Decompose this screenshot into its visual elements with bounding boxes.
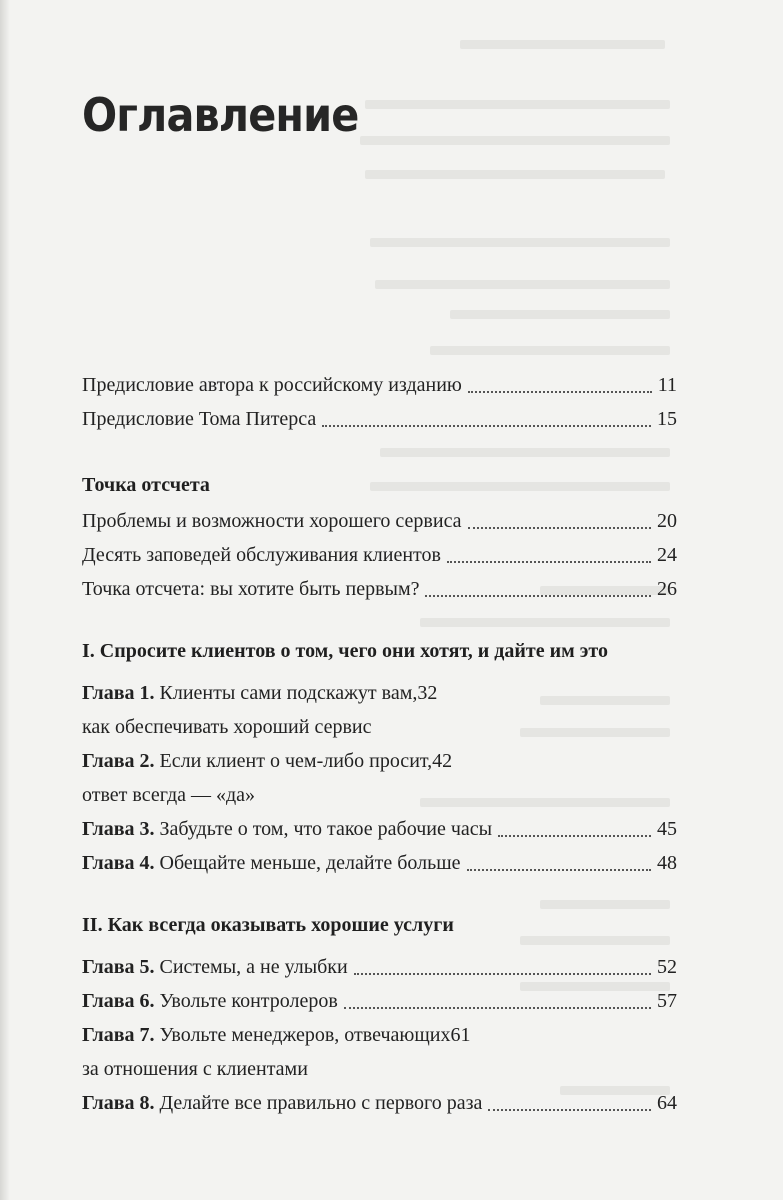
toc-entry[interactable] bbox=[82, 538, 677, 572]
page-number: 20 bbox=[657, 510, 677, 532]
dot-leader bbox=[468, 390, 652, 393]
chapter-number: Глава 6. bbox=[82, 990, 155, 1012]
toc-entry[interactable] bbox=[82, 950, 677, 984]
toc-entry[interactable] bbox=[82, 744, 677, 812]
entry-title bbox=[82, 1086, 482, 1120]
entry-title bbox=[82, 846, 461, 880]
entry-title-text: Проблемы и возможности хорошего сервиса bbox=[82, 510, 462, 532]
toc-entry[interactable] bbox=[82, 1086, 677, 1120]
page-number: 42 bbox=[432, 750, 453, 772]
chapter-number: Глава 8. bbox=[82, 1092, 155, 1114]
page-number: 45 bbox=[657, 818, 677, 840]
toc-entry[interactable] bbox=[82, 572, 677, 606]
entry-title-text: Увольте контролеров bbox=[159, 990, 338, 1012]
entry-title bbox=[82, 504, 462, 538]
page-number: 24 bbox=[657, 544, 677, 566]
toc-entry[interactable] bbox=[82, 846, 677, 880]
page-number: 64 bbox=[657, 1092, 677, 1114]
entry-continuation: ответ всегда — «да» bbox=[82, 784, 256, 806]
toc-entry[interactable] bbox=[82, 1018, 677, 1086]
dot-leader bbox=[467, 868, 652, 871]
section-heading: I. Спросите клиентов о том, чего они хотят, и дайте им это bbox=[82, 640, 608, 662]
section-gap bbox=[82, 606, 677, 634]
dot-leader bbox=[322, 424, 651, 427]
toc-entry[interactable] bbox=[82, 984, 677, 1018]
page-number: 61 bbox=[450, 1024, 471, 1046]
entry-title-text: Десять заповедей обслуживания клиентов bbox=[82, 544, 441, 566]
entry-title bbox=[82, 1018, 450, 1052]
entry-first-line bbox=[82, 1018, 677, 1052]
entry-title-text: Клиенты сами подскажут вам, bbox=[159, 682, 418, 704]
spacer bbox=[82, 668, 677, 676]
entry-title-text: Увольте менеджеров, отвечающих bbox=[159, 1024, 451, 1046]
entry-title-text: Системы, а не улыбки bbox=[159, 956, 348, 978]
entry-title bbox=[82, 812, 492, 846]
entry-title-text: Предисловие автора к российскому изданию bbox=[82, 374, 462, 396]
entry-title-text: Если клиент о чем-либо просит, bbox=[159, 750, 433, 772]
page-number: 11 bbox=[657, 374, 677, 396]
chapter-number: Глава 3. bbox=[82, 818, 155, 840]
dot-leader bbox=[425, 594, 651, 597]
entry-title bbox=[82, 984, 338, 1018]
chapter-number: Глава 4. bbox=[82, 852, 155, 874]
page-title: Оглавление bbox=[82, 88, 359, 142]
chapter-number: Глава 1. bbox=[82, 682, 155, 704]
entry-title bbox=[82, 950, 348, 984]
toc-entry[interactable] bbox=[82, 368, 677, 402]
entry-title bbox=[82, 744, 432, 778]
dot-leader bbox=[488, 1108, 651, 1111]
section-gap bbox=[82, 436, 677, 468]
page-edge-shadow bbox=[0, 0, 10, 1200]
dot-leader bbox=[447, 560, 651, 563]
dot-leader bbox=[498, 834, 651, 837]
entry-title bbox=[82, 572, 419, 606]
page-number: 26 bbox=[657, 578, 677, 600]
entry-title-text: Обещайте меньше, делайте больше bbox=[159, 852, 461, 874]
entry-title-text: Предисловие Тома Питерса bbox=[82, 408, 317, 430]
entry-title bbox=[82, 368, 462, 402]
dot-leader bbox=[468, 526, 651, 529]
entry-title-text: Забудьте о том, что такое рабочие часы bbox=[159, 818, 493, 840]
entry-title bbox=[82, 538, 441, 572]
page-number: 15 bbox=[657, 408, 677, 430]
page-number: 48 bbox=[657, 852, 677, 874]
page-number: 32 bbox=[417, 682, 438, 704]
chapter-number: Глава 7. bbox=[82, 1024, 155, 1046]
chapter-number: Глава 5. bbox=[82, 956, 155, 978]
section-gap bbox=[82, 880, 677, 908]
toc-entry[interactable] bbox=[82, 676, 677, 744]
toc-entry[interactable] bbox=[82, 402, 677, 436]
page-number: 52 bbox=[657, 956, 677, 978]
dot-leader bbox=[354, 972, 651, 975]
toc-entry[interactable] bbox=[82, 812, 677, 846]
entry-first-line bbox=[82, 676, 677, 710]
dot-leader bbox=[344, 1006, 651, 1009]
entry-title-text: Точка отсчета: вы хотите быть первым? bbox=[82, 578, 420, 600]
table-of-contents bbox=[82, 368, 677, 1120]
entry-title-text: Делайте все правильно с первого раза bbox=[159, 1092, 483, 1114]
entry-title bbox=[82, 402, 316, 436]
entry-continuation: как обеспечивать хороший сервис bbox=[82, 716, 372, 738]
entry-continuation: за отношения с клиентами bbox=[82, 1058, 308, 1080]
entry-first-line bbox=[82, 744, 677, 778]
page-number: 57 bbox=[657, 990, 677, 1012]
chapter-number: Глава 2. bbox=[82, 750, 155, 772]
section-heading: II. Как всегда оказывать хорошие услуги bbox=[82, 914, 454, 936]
section-heading: Точка отсчета bbox=[82, 474, 210, 496]
spacer bbox=[82, 942, 677, 950]
entry-title bbox=[82, 676, 417, 710]
toc-entry[interactable] bbox=[82, 504, 677, 538]
